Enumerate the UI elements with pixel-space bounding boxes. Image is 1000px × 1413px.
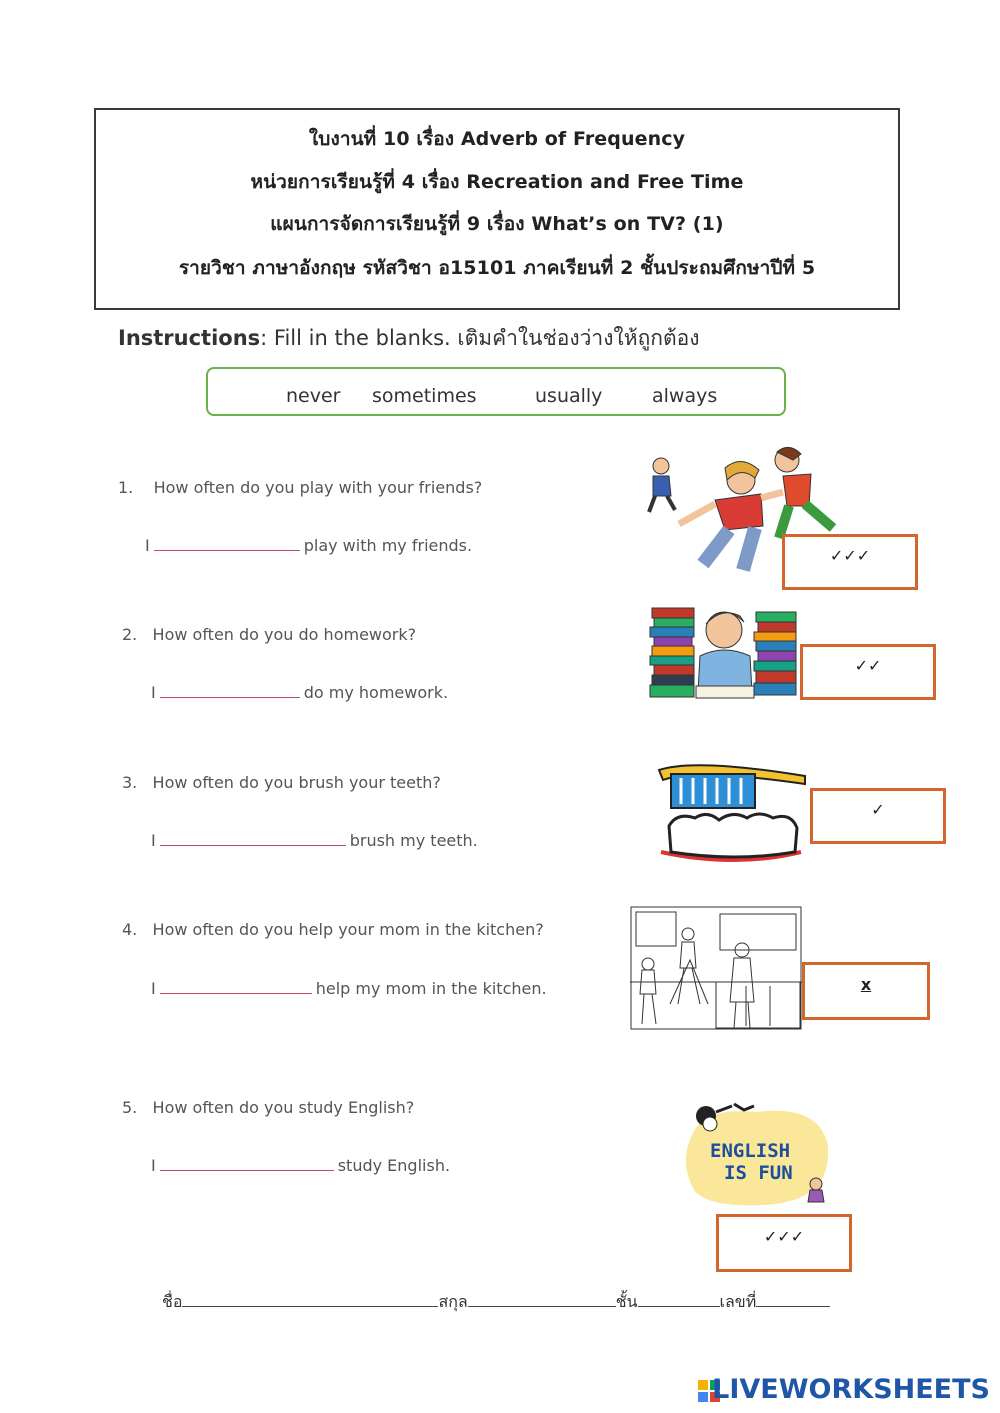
name-label: ชื่อ — [162, 1292, 183, 1311]
instructions-text: : Fill in the blanks. เติมคำในช่องว่างให้ถูกต้อง — [260, 326, 700, 350]
word-always: always — [652, 385, 718, 407]
answer-line-3 — [151, 831, 478, 850]
answer-suffix: help my mom in the kitchen. — [315, 979, 547, 998]
frequency-marks: ✓✓✓ — [763, 1227, 805, 1246]
answer-blank-1[interactable] — [154, 536, 300, 551]
liveworksheets-logo: LIVEWORKSHEETS — [712, 1374, 990, 1405]
answer-blank-2[interactable] — [160, 683, 300, 698]
answer-suffix: do my homework. — [303, 683, 449, 702]
surname-field[interactable] — [468, 1290, 616, 1307]
frequency-marks: ✓✓ — [854, 656, 882, 675]
question-number: 5. — [122, 1098, 138, 1117]
name-field[interactable] — [182, 1290, 438, 1307]
english-fun-line2: IS FUN — [724, 1162, 793, 1184]
answer-line-2 — [151, 683, 448, 702]
question-5 — [122, 1098, 414, 1117]
question-text: How often do you play with your friends? — [153, 478, 483, 497]
word-never: never — [286, 385, 341, 407]
boy-with-books-image — [648, 600, 800, 704]
question-3 — [122, 773, 441, 792]
frequency-marks: x — [860, 975, 872, 994]
question-text: How often do you do homework? — [152, 625, 417, 644]
word-usually: usually — [535, 385, 603, 407]
header-box — [94, 108, 900, 310]
number-label: เลขที่ — [719, 1292, 757, 1311]
question-2 — [122, 625, 416, 644]
course-info: รายวิชา ภาษาอังกฤษ รหัสวิชา อ15101 ภาคเรียนที่ 2 ชั้นประถมศึกษาปีที่ 5 — [178, 257, 816, 279]
question-number: 1. — [118, 478, 134, 497]
answer-suffix: play with my friends. — [303, 536, 473, 555]
instructions — [118, 322, 700, 355]
frequency-marks: ✓ — [871, 800, 885, 819]
toothbrush-teeth-image — [655, 756, 811, 872]
question-4 — [122, 920, 544, 939]
answer-line-4 — [151, 979, 547, 998]
question-text: How often do you help your mom in the kitchen? — [152, 920, 544, 939]
frequency-marks: ✓✓✓ — [829, 546, 871, 565]
lesson-plan: แผนการจัดการเรียนรู้ที่ 9 เรื่อง What’s on TV? (1) — [270, 213, 724, 235]
answer-prefix: I — [151, 831, 156, 850]
answer-prefix: I — [151, 683, 156, 702]
student-info-line — [162, 1290, 830, 1315]
worksheet-title: ใบงานที่ 10 เรื่อง Adverb of Frequency — [308, 128, 686, 150]
answer-blank-3[interactable] — [160, 831, 346, 846]
word-sometimes: sometimes — [372, 385, 477, 407]
kitchen-image — [630, 906, 802, 1030]
answer-suffix: study English. — [337, 1156, 451, 1175]
question-1 — [118, 478, 482, 497]
word-bank — [206, 367, 786, 416]
question-number: 4. — [122, 920, 138, 939]
instructions-label: Instructions — [118, 326, 261, 350]
surname-label: สกุล — [438, 1292, 468, 1311]
answer-suffix: brush my teeth. — [349, 831, 478, 850]
frequency-box-2 — [800, 644, 936, 700]
answer-prefix: I — [151, 979, 156, 998]
question-text: How often do you study English? — [152, 1098, 415, 1117]
answer-line-1 — [145, 536, 472, 555]
learning-unit: หน่วยการเรียนรู้ที่ 4 เรื่อง Recreation and Free Time — [250, 171, 744, 193]
answer-prefix: I — [151, 1156, 156, 1175]
question-number: 3. — [122, 773, 138, 792]
answer-blank-5[interactable] — [160, 1156, 334, 1171]
question-number: 2. — [122, 625, 138, 644]
frequency-box-3 — [810, 788, 946, 844]
class-label: ชั้น — [615, 1292, 638, 1311]
frequency-box-1 — [782, 534, 918, 590]
answer-prefix: I — [145, 536, 150, 555]
question-text: How often do you brush your teeth? — [152, 773, 441, 792]
number-field[interactable] — [756, 1290, 830, 1307]
english-is-fun-image — [680, 1100, 832, 1210]
frequency-box-4 — [802, 962, 930, 1020]
answer-blank-4[interactable] — [160, 979, 312, 994]
english-fun-line1: ENGLISH — [710, 1140, 791, 1162]
frequency-box-5 — [716, 1214, 852, 1272]
class-field[interactable] — [638, 1290, 720, 1307]
answer-line-5 — [151, 1156, 450, 1175]
